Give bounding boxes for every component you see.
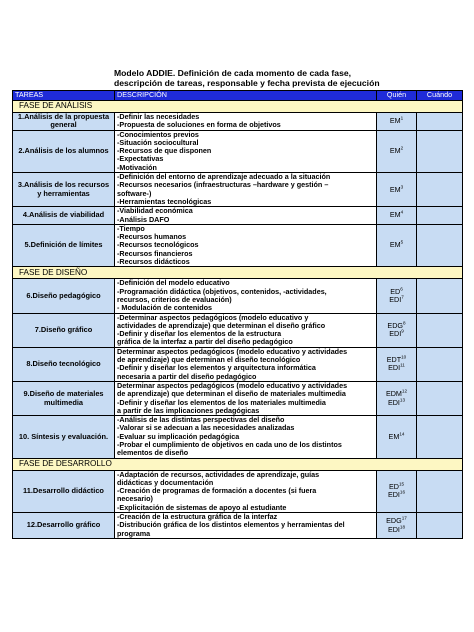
responsible-code-text: ED xyxy=(388,482,399,492)
table-row xyxy=(13,279,463,313)
responsible-code-text: ED xyxy=(390,286,401,296)
responsible-cell xyxy=(377,513,417,539)
task-cell: 8.Diseño tecnológico xyxy=(13,347,115,381)
addie-table xyxy=(12,90,463,539)
responsible-cell xyxy=(377,381,417,415)
description-line: -Creación de programas de formación a docentes (si fuera xyxy=(117,486,317,496)
description-line: Determinar aspectos pedagógicos (modelo educativo y actividades xyxy=(117,380,348,390)
section-row xyxy=(13,458,463,470)
responsible-footnote: 1 xyxy=(400,115,404,121)
caption-line-1: Modelo ADDIE. Definición de cada momento de cada fase, xyxy=(114,68,352,78)
header-tareas: TAREAS xyxy=(13,91,115,101)
responsible-code xyxy=(379,399,414,407)
when-cell xyxy=(417,513,463,539)
responsible-code-text: EDI xyxy=(388,363,401,373)
section-title: FASE DE DESARROLLO xyxy=(13,458,463,470)
description-line: -Definir y diseñar los elementos de la estructura xyxy=(117,329,282,339)
header-descripcion: DESCRIPCIÓN xyxy=(115,91,377,101)
description-cell xyxy=(115,416,377,458)
responsible-cell xyxy=(377,130,417,172)
description-cell xyxy=(115,173,377,207)
description-line: -Motivación xyxy=(117,162,157,172)
when-cell xyxy=(417,207,463,225)
table-row xyxy=(13,313,463,347)
responsible-code xyxy=(379,364,414,372)
responsible-code xyxy=(379,491,414,499)
responsible-code-text: EDG xyxy=(387,320,403,330)
responsible-footnote: 7 xyxy=(401,294,404,300)
responsible-code-text: EM xyxy=(389,116,401,126)
description-line: software-) xyxy=(117,188,152,198)
description-line: -Recursos humanos xyxy=(117,232,187,242)
responsible-code xyxy=(379,526,414,534)
task-cell: 9.Diseño de materiales multimedia xyxy=(13,381,115,415)
responsible-footnote: 12 xyxy=(401,388,408,394)
responsible-footnote: 4 xyxy=(400,210,404,216)
description-cell xyxy=(115,279,377,313)
table-caption xyxy=(114,68,454,88)
table-row xyxy=(13,513,463,539)
responsible-code-text: EDG xyxy=(386,516,402,526)
responsible-cell xyxy=(377,279,417,313)
description-line: -Recursos de que disponen xyxy=(117,146,212,156)
responsible-code-text: EDI xyxy=(387,524,400,534)
responsible-cell xyxy=(377,416,417,458)
section-row xyxy=(13,101,463,113)
description-line: -Recursos didácticos xyxy=(117,257,190,267)
responsible-code-text: EM xyxy=(388,431,400,441)
description-line: -Evaluar su implicación pedagógica xyxy=(117,431,240,441)
when-cell xyxy=(417,279,463,313)
description-line: -Análisis de las distintas perspectivas del diseño xyxy=(117,415,285,425)
when-cell xyxy=(417,130,463,172)
description-line: -Programación didáctica (objetivos, contenidos, -actividades, xyxy=(117,286,327,296)
description-line: de aprendizaje) que determinan el diseño de materiales multimedia xyxy=(117,389,346,399)
description-line: -Tiempo xyxy=(117,223,145,233)
description-line: -Definición del modelo educativo xyxy=(117,278,230,288)
description-line: -Determinar aspectos pedagógicos (modelo educativo y xyxy=(117,312,309,322)
responsible-footnote: 15 xyxy=(398,481,405,487)
task-cell: 11.Desarrollo didáctico xyxy=(13,470,115,512)
responsible-code xyxy=(379,433,414,441)
responsible-code-text: EM xyxy=(389,146,401,156)
responsible-footnote: 14 xyxy=(399,431,405,437)
responsible-code-text: EM xyxy=(389,240,401,250)
description-cell xyxy=(115,113,377,131)
task-cell: 1.Análisis de la propuesta general xyxy=(13,113,115,131)
description-line: -Definición del entorno de aprendizaje adecuado a la situación xyxy=(117,172,331,182)
description-line: -Definir las necesidades xyxy=(117,112,200,121)
description-line: elementos de diseño xyxy=(117,448,189,458)
table-row xyxy=(13,347,463,381)
task-cell: 6.Diseño pedagógico xyxy=(13,279,115,313)
description-line: -Conocimientos previos xyxy=(117,129,199,139)
description-cell xyxy=(115,347,377,381)
table-row xyxy=(13,173,463,207)
description-cell xyxy=(115,313,377,347)
description-line: -Propuesta de soluciones en forma de objetivos xyxy=(117,120,281,130)
description-line: -Expectativas xyxy=(117,154,164,164)
table-row xyxy=(13,113,463,131)
responsible-cell xyxy=(377,224,417,266)
responsible-code xyxy=(379,117,414,125)
responsible-code-text: EDT xyxy=(386,355,402,365)
description-line: a partir de las implicaciones pedagógicas xyxy=(117,405,260,415)
description-line: necesario) xyxy=(117,494,153,504)
description-cell xyxy=(115,470,377,512)
description-line: programa xyxy=(117,528,151,538)
responsible-footnote: 17 xyxy=(401,515,407,521)
description-line: -Recursos financieros xyxy=(117,248,193,258)
description-cell xyxy=(115,207,377,225)
description-line: -Definir y diseñar los elementos y arquitectura informática xyxy=(117,363,316,373)
when-cell xyxy=(417,224,463,266)
when-cell xyxy=(417,416,463,458)
when-cell xyxy=(417,347,463,381)
responsible-code xyxy=(379,186,414,194)
responsible-footnote: 10 xyxy=(401,354,407,360)
description-line: -Probar el cumplimiento de objetivos en cada uno de los distintos xyxy=(117,439,342,449)
description-line: -Explicitación de sistemas de apoyo al estudiante xyxy=(117,502,287,512)
description-line: didácticas y documentación xyxy=(117,477,214,487)
description-line: recursos, criterios de evaluación) xyxy=(117,294,232,304)
table-row xyxy=(13,207,463,225)
responsible-footnote: 6 xyxy=(400,286,403,292)
when-cell xyxy=(417,173,463,207)
responsible-code-text: EM xyxy=(389,210,401,220)
responsible-code xyxy=(379,330,414,338)
header-cuando: Cuándo xyxy=(417,91,463,101)
table-row xyxy=(13,416,463,458)
section-title: FASE DE ANÁLISIS xyxy=(13,101,463,113)
responsible-footnote: 8 xyxy=(403,320,406,326)
table-row xyxy=(13,224,463,266)
header-quien: Quién xyxy=(377,91,417,101)
responsible-footnote: 3 xyxy=(400,184,404,190)
table-body xyxy=(13,101,463,539)
description-line: -Definir y diseñar los elementos de los materiales multimedia xyxy=(117,397,326,407)
responsible-footnote: 5 xyxy=(400,240,404,246)
description-line: -Herramientas tecnológicas xyxy=(117,196,212,206)
task-cell: 10. Síntesis y evaluación. xyxy=(13,416,115,458)
task-cell: 2.Análisis de los alumnos xyxy=(13,130,115,172)
description-line: - Modulación de contenidos xyxy=(117,303,213,313)
when-cell xyxy=(417,381,463,415)
section-title: FASE DE DISEÑO xyxy=(13,267,463,279)
responsible-cell xyxy=(377,313,417,347)
description-line: -Creación de la estructura gráfica de la interfaz xyxy=(117,512,278,522)
description-line: -Recursos necesarios (infraestructuras –hardware y gestión – xyxy=(117,180,329,190)
description-line: necesaria a partir del diseño pedagógico xyxy=(117,371,257,381)
responsible-code xyxy=(379,296,414,304)
responsible-cell xyxy=(377,207,417,225)
when-cell xyxy=(417,313,463,347)
responsible-cell xyxy=(377,470,417,512)
description-line: de aprendizaje) que determinan el diseño tecnológico xyxy=(117,355,301,365)
responsible-cell xyxy=(377,173,417,207)
responsible-code-text: EM xyxy=(389,184,401,194)
responsible-code xyxy=(379,147,414,155)
responsible-code-text: EDI xyxy=(387,397,400,407)
responsible-code-text: EDI xyxy=(389,329,402,339)
responsible-code xyxy=(379,241,414,249)
when-cell xyxy=(417,113,463,131)
when-cell xyxy=(417,470,463,512)
description-cell xyxy=(115,381,377,415)
responsible-footnote: 13 xyxy=(399,397,406,403)
task-cell: 5.Definición de límites xyxy=(13,224,115,266)
description-line: -Recursos tecnológicos xyxy=(117,240,199,250)
task-cell: 12.Desarrollo gráfico xyxy=(13,513,115,539)
section-row xyxy=(13,267,463,279)
description-line: -Situación sociocultural xyxy=(117,137,199,147)
responsible-code-text: EDI xyxy=(387,490,400,500)
responsible-footnote: 16 xyxy=(399,489,406,495)
description-line: -Adaptación de recursos, actividades de aprendizaje, guías xyxy=(117,469,320,479)
task-cell: 7.Diseño gráfico xyxy=(13,313,115,347)
responsible-footnote: 18 xyxy=(399,524,406,530)
task-cell: 4.Análisis de viabilidad xyxy=(13,207,115,225)
description-line: -Valorar si se adecuan a las necesidades analizadas xyxy=(117,423,295,433)
description-cell xyxy=(115,224,377,266)
description-line: actividades de aprendizaje) que determinan el diseño gráfico xyxy=(117,320,326,330)
table-row xyxy=(13,130,463,172)
description-cell xyxy=(115,513,377,539)
description-line: -Viabilidad económica xyxy=(117,206,193,216)
responsible-cell xyxy=(377,347,417,381)
responsible-code xyxy=(379,211,414,219)
description-line: gráfica de la interfaz a partir del diseño pedagógico xyxy=(117,337,293,347)
task-cell: 3.Análisis de los recursos y herramientas xyxy=(13,173,115,207)
responsible-code-text: EDM xyxy=(385,389,402,399)
description-line: -Análisis DAFO xyxy=(117,214,170,224)
caption-line-2: descripción de tareas, responsable y fecha prevista de ejecución xyxy=(114,78,380,88)
responsible-footnote: 2 xyxy=(400,145,404,151)
table-row xyxy=(13,470,463,512)
responsible-footnote: 9 xyxy=(401,328,404,334)
responsible-footnote: 11 xyxy=(400,362,405,368)
responsible-cell xyxy=(377,113,417,131)
responsible-code-text: EDI xyxy=(389,294,402,304)
table-row xyxy=(13,381,463,415)
description-line: Determinar aspectos pedagógicos (modelo educativo y actividades xyxy=(117,346,348,356)
description-line: -Distribución gráfica de los distintos elementos y herramientas del xyxy=(117,520,345,530)
header-row xyxy=(13,91,463,101)
description-cell xyxy=(115,130,377,172)
